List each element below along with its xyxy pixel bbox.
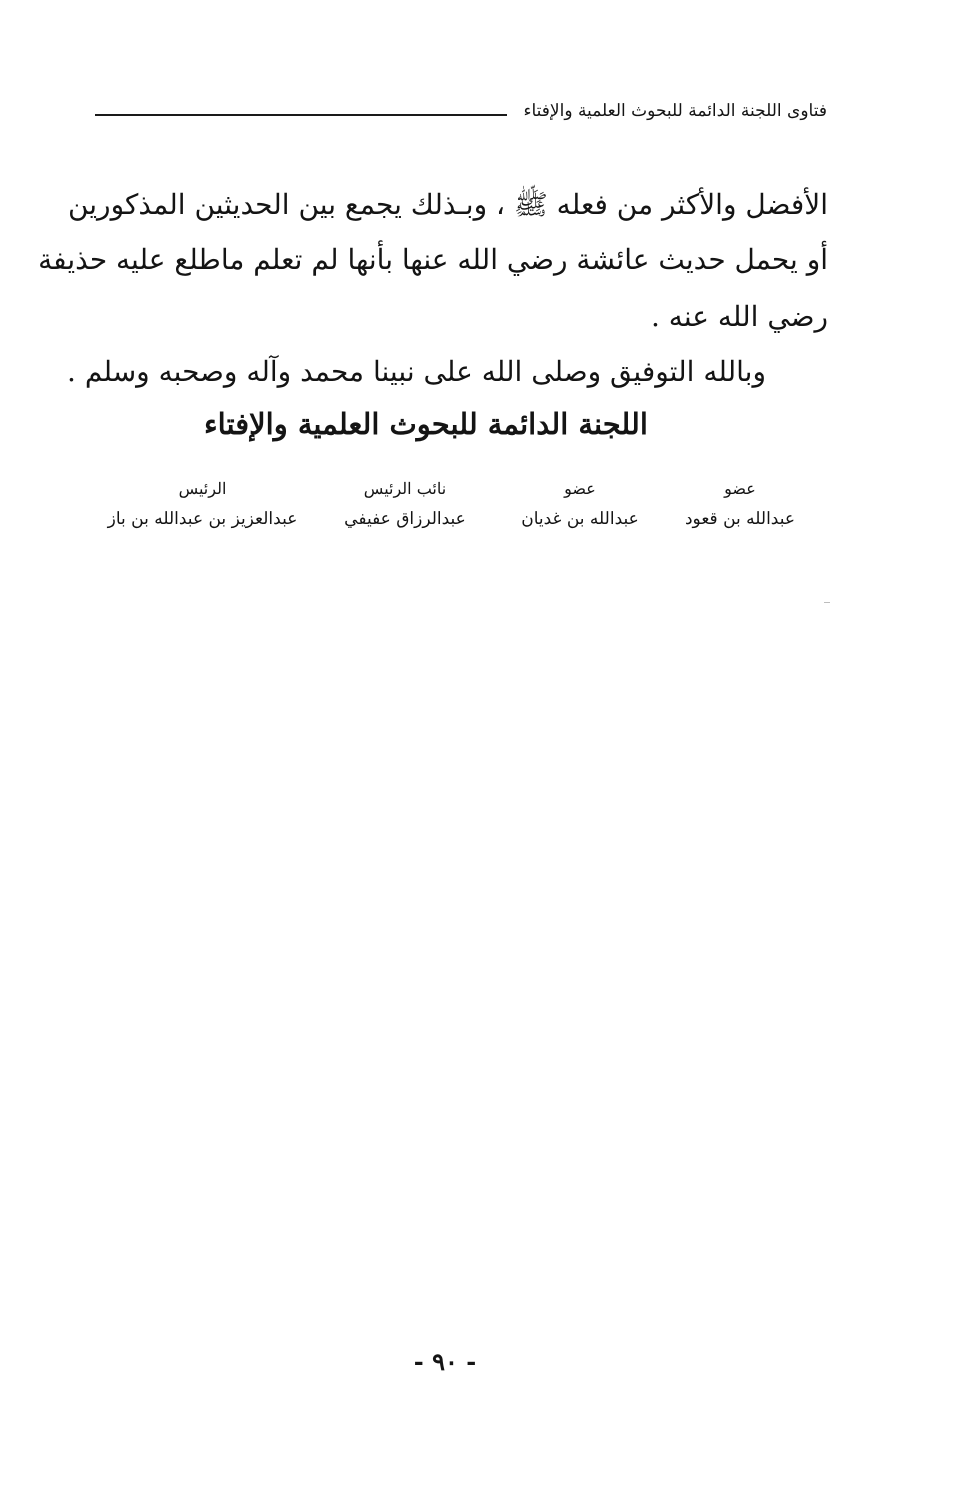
closing-line: وبالله التوفيق وصلى الله على نبينا محمد وآله وصحبه وسلم .	[67, 355, 766, 388]
signature-president	[100, 476, 305, 536]
signature-role: الرئيس	[178, 479, 227, 498]
page-number: - ٩٠ -	[413, 1347, 477, 1376]
signature-role: نائب الرئيس	[363, 479, 447, 498]
signature-name: عبدالله بن قعود	[684, 509, 795, 529]
signature-role: عضو	[564, 479, 596, 498]
scan-speck	[824, 602, 830, 603]
signature-block	[100, 476, 800, 556]
signature-name: عبدالله بن غديان	[521, 509, 639, 529]
signature-name: عبدالرزاق عفيفي	[344, 509, 466, 529]
body-line-1: الأفضل والأكثر من فعله ﷺ ، وبـذلك يجمع بين الحديثين المذكورين	[67, 188, 828, 221]
running-header	[95, 98, 827, 128]
signature-role: عضو	[724, 479, 756, 498]
body-line-3: رضي الله عنه .	[651, 300, 828, 333]
body-line-2: أو يحمل حديث عائشة رضي الله عنها بأنها لم تعلم ماطلع عليه حذيفة	[38, 243, 828, 276]
committee-name: اللجنة الدائمة للبحوث العلمية والإفتاء	[204, 407, 648, 441]
header-title: فتاوى اللجنة الدائمة للبحوث العلمية والإفتاء	[523, 101, 827, 121]
header-rule	[95, 114, 507, 116]
signature-vice-president	[330, 476, 480, 536]
signature-member-1	[680, 476, 800, 536]
signature-member-2	[510, 476, 650, 536]
signature-name: عبدالعزيز بن عبدالله بن باز	[107, 509, 298, 529]
